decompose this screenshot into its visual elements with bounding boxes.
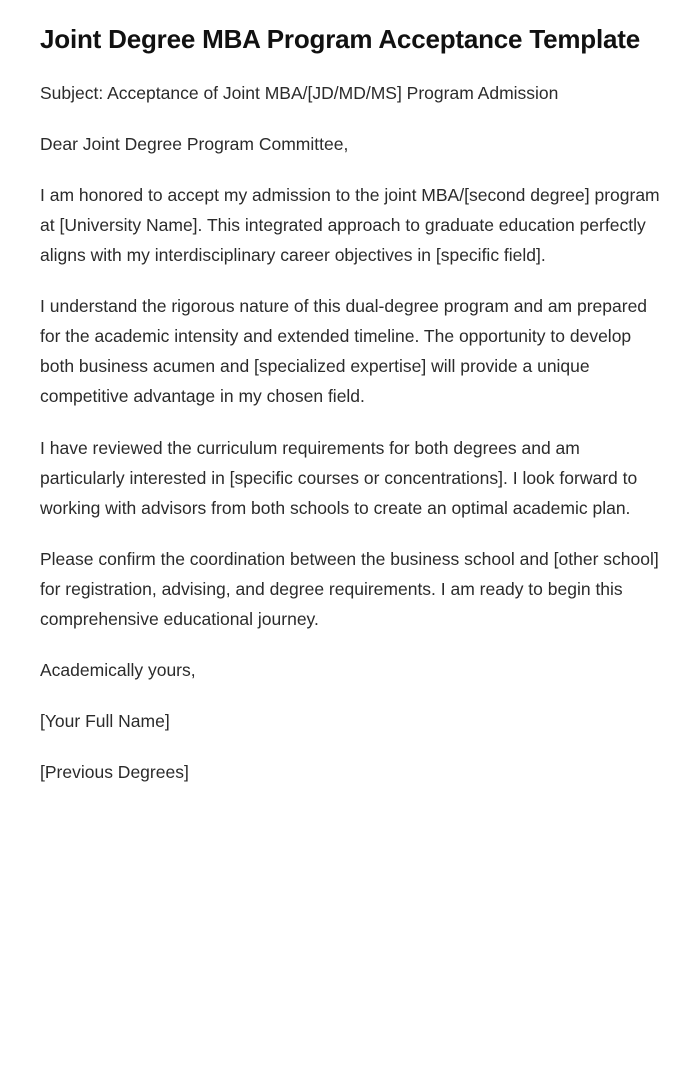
paragraph-body-4: Please confirm the coordination between the business school and [other school] for registration, advising, and degree requirements. I am ready to begin this comprehensive educational journey. xyxy=(40,548,659,630)
paragraph-salutation: Dear Joint Degree Program Committee, xyxy=(40,133,349,154)
paragraph-closing: Academically yours, xyxy=(40,660,196,681)
paragraph-signature-name: [Your Full Name] xyxy=(40,711,170,732)
paragraph-body-3: I have reviewed the curriculum requirements for both degrees and am particularly interested in [specific courses or concentrations]. I look forward to working with advisors from both schools to create an optimal academic plan. xyxy=(40,437,638,518)
paragraph-body-1: I am honored to accept my admission to the joint MBA/[second degree] program at [University Name]. This integrated approach to graduate education perfectly aligns with my interdisciplinary career objectives in [specific field]. xyxy=(40,184,660,266)
paragraph-subject: Subject: Acceptance of Joint MBA/[JD/MD/MS] Program Admission xyxy=(40,82,559,103)
page-title: Joint Degree MBA Program Acceptance Template xyxy=(40,24,640,54)
paragraph-body-2: I understand the rigorous nature of this dual-degree program and am prepared for the academic intensity and extended timeline. The opportunity to develop both business acumen and [specialized expertise] will provide a unique competitive advantage in my chosen field. xyxy=(40,296,648,407)
paragraph-signature-degrees: [Previous Degrees] xyxy=(40,762,189,783)
